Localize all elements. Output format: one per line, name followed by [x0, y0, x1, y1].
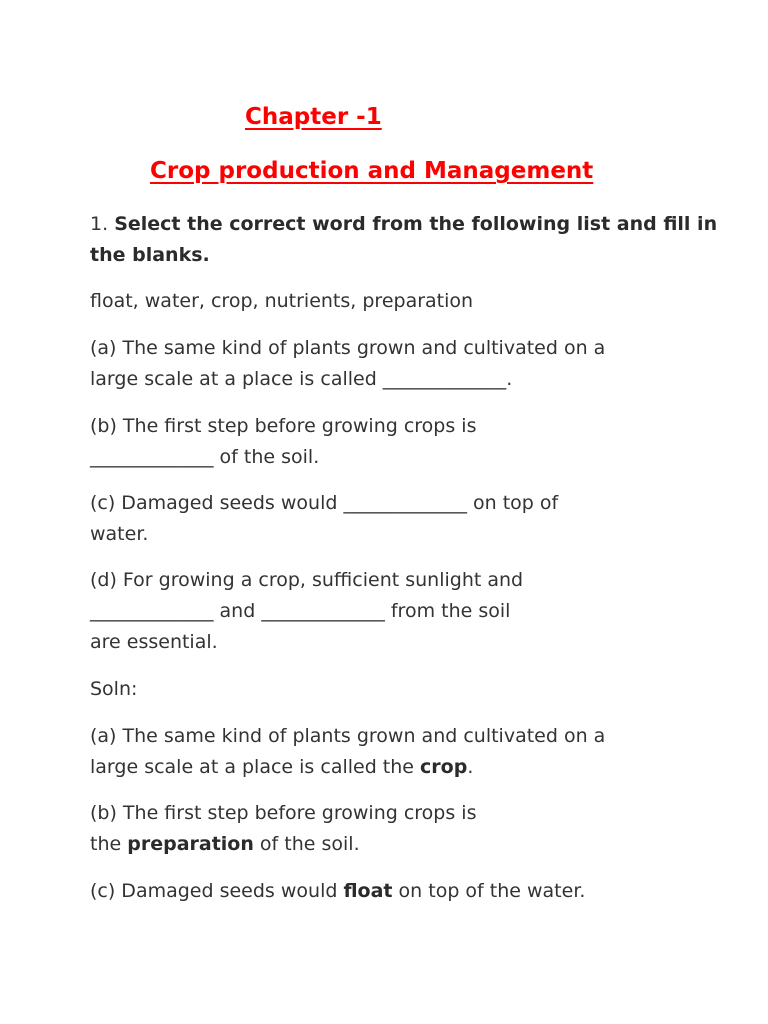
word-list: float, water, crop, nutrients, preparation	[90, 290, 474, 312]
solution-b-line-2-pre: the	[90, 833, 128, 855]
question-item-c	[90, 488, 690, 550]
solution-a-line-2-post: .	[467, 756, 474, 778]
chapter-heading: Chapter -1	[245, 104, 382, 130]
solution-c-post: on top of the water.	[392, 880, 586, 902]
item-d-line-1: (d) For growing a crop, sufficient sunlight and	[90, 569, 524, 591]
instruction-line-1: Select the correct word from the following list and fill in	[114, 213, 718, 235]
solution-a-line-1: (a) The same kind of plants grown and cultivated on a	[90, 725, 606, 747]
question-item-a	[90, 333, 690, 395]
solution-b-line-1: (b) The first step before growing crops is	[90, 802, 477, 824]
solution-label: Soln:	[90, 678, 138, 700]
item-b-line-1: (b) The first step before growing crops is	[90, 415, 477, 437]
item-b-line-2: _____________ of the soil.	[90, 446, 320, 468]
question-number: 1.	[90, 213, 109, 235]
question-instruction	[90, 209, 718, 271]
solution-c-pre: (c) Damaged seeds would	[90, 880, 344, 902]
solution-a-line-2-pre: large scale at a place is called the	[90, 756, 421, 778]
item-d-line-3: are essential.	[90, 631, 218, 653]
solution-c-answer: float	[343, 880, 393, 902]
solution-b-answer: preparation	[127, 833, 254, 855]
item-c-line-2: water.	[90, 523, 149, 545]
solution-item-b	[90, 798, 690, 860]
solution-item-a	[90, 721, 690, 783]
item-d-line-2: _____________ and _____________ from the soil	[90, 600, 511, 622]
instruction-line-2: the blanks.	[90, 244, 210, 266]
solution-item-c	[90, 876, 690, 907]
item-a-line-2: large scale at a place is called _____________.	[90, 368, 513, 390]
solution-b-line-2-post: of the soil.	[253, 833, 360, 855]
chapter-title: Crop production and Management	[150, 158, 594, 184]
item-c-line-1: (c) Damaged seeds would _____________ on top of	[90, 492, 559, 514]
solution-a-answer: crop	[420, 756, 468, 778]
item-a-line-1: (a) The same kind of plants grown and cultivated on a	[90, 337, 606, 359]
question-item-d	[90, 565, 690, 658]
question-item-b	[90, 411, 690, 473]
